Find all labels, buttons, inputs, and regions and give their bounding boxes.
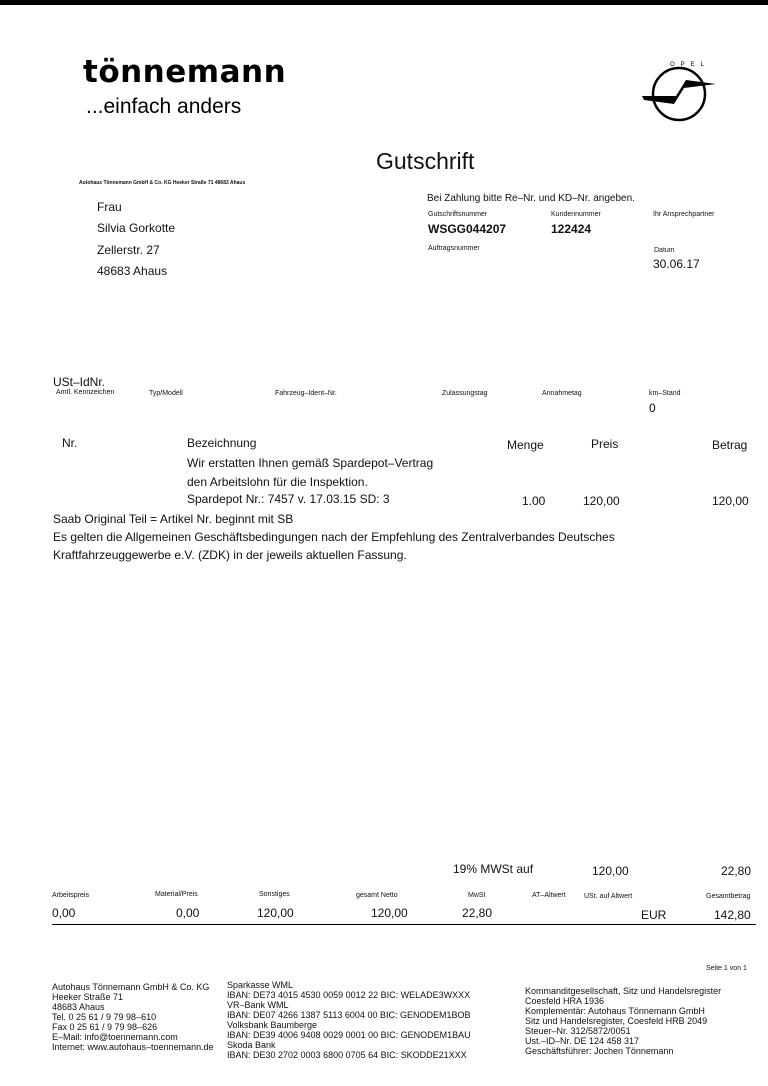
footer-line: Ust.–ID–Nr. DE 124 458 317 <box>525 1036 640 1046</box>
net-total-value: 120,00 <box>371 906 408 920</box>
date-value: 30.06.17 <box>653 257 700 271</box>
footer-line: Komplementär: Autohaus Tönnemann GmbH <box>525 1006 705 1016</box>
col-desc-header: Bezeichnung <box>187 436 257 450</box>
model-label: Typ/Modell <box>149 390 183 397</box>
footer-line: Autohaus Tönnemann GmbH & Co. KG <box>52 982 210 992</box>
page-info: Seite 1 von 1 <box>706 965 747 972</box>
credit-number-label: Gutschriftsnummer <box>428 211 488 218</box>
order-number-label: Auftragsnummer <box>428 245 480 252</box>
document-title: Gutschrift <box>376 148 475 174</box>
ust-label: USt. auf Altwert <box>584 893 633 900</box>
logo-text: OPEL <box>670 62 711 68</box>
other-label: Sonstiges <box>259 891 290 898</box>
item-line-1: Wir erstatten Ihnen gemäß Spardepot–Vertrag <box>187 456 434 470</box>
footer-line: Volksbank Baumberge <box>227 1020 318 1030</box>
terms-line-2: Kraftfahrzeuggewerbe e.V. (ZDK) in der jeweils aktuellen Fassung. <box>53 548 407 562</box>
col-amount-header: Betrag <box>712 438 748 452</box>
recipient-street: Zellerstr. 27 <box>97 243 160 257</box>
col-price-header: Preis <box>591 437 619 451</box>
footer-line: Steuer–Nr. 312/5872/0051 <box>525 1026 631 1036</box>
footer-line: Kommanditgesellschaft, Sitz und Handelsregister <box>525 986 722 996</box>
recipient-name: Silvia Gorkotte <box>97 221 176 235</box>
material-price-value: 0,00 <box>176 906 200 920</box>
date-label: Datum <box>654 247 675 254</box>
other-value: 120,00 <box>257 906 294 920</box>
footer-line: Geschäftsführer: Jochen Tönnemann <box>525 1046 674 1056</box>
opel-logo-icon <box>636 52 722 128</box>
footer-legal <box>525 986 721 1056</box>
footer-company <box>52 982 214 1052</box>
recipient-city: 48683 Ahaus <box>97 264 168 278</box>
item-line-2: den Arbeitslohn für die Inspektion. <box>187 475 368 489</box>
col-qty-header: Menge <box>507 438 544 452</box>
footer-line: Internet: www.autohaus–toennemann.de <box>52 1042 214 1052</box>
contact-label: Ihr Ansprechpartner <box>653 211 715 218</box>
footer-line: Tel. 0 25 61 / 9 79 98–610 <box>52 1012 157 1022</box>
credit-number: WSGG044207 <box>428 222 507 236</box>
grand-total-value: 142,80 <box>714 908 751 922</box>
footer-line: IBAN: DE07 4266 1387 5113 6004 00 BIC: GENODEM1BOB <box>227 1010 471 1020</box>
currency: EUR <box>641 908 667 922</box>
vat-value: 22,80 <box>462 906 493 920</box>
footer-line: IBAN: DE39 4006 9408 0029 0001 00 BIC: GENODEM1BAU <box>227 1030 471 1040</box>
footer-line: IBAN: DE30 2702 0003 6800 0705 64 BIC: SKODDE21XXX <box>227 1050 467 1060</box>
totals-rule <box>52 924 756 925</box>
payment-note: Bei Zahlung bitte Re–Nr. und KD–Nr. angeben. <box>427 193 635 204</box>
vin-label: Fahrzeug–Ident–Nr. <box>275 390 337 397</box>
footer-line: Heeker Straße 71 <box>52 992 124 1002</box>
net-total-label: gesamt Netto <box>356 892 398 899</box>
acceptance-label: Annahmetag <box>542 390 582 397</box>
customer-number: 122424 <box>551 222 592 236</box>
item-price: 120,00 <box>583 494 620 508</box>
footer-line: IBAN: DE73 4015 4530 0059 0012 22 BIC: WELADE3WXXX <box>227 990 471 1000</box>
item-line-3: Spardepot Nr.: 7457 v. 17.03.15 SD: 3 <box>187 492 390 506</box>
customer-number-label: Kundennummer <box>551 211 601 218</box>
plate-label: Amtl. Kennzeichen <box>56 389 115 396</box>
footer-line: Coesfeld HRA 1936 <box>525 996 605 1006</box>
footer-banks <box>227 980 471 1060</box>
recipient-salutation: Frau <box>97 200 122 214</box>
work-price-value: 0,00 <box>52 906 76 920</box>
top-edge-bar <box>0 0 768 5</box>
work-price-label: Arbeitspreis <box>52 892 89 899</box>
vat-id-label: USt–IdNr. <box>53 375 106 389</box>
at-value-label: AT–Altwert <box>532 892 566 899</box>
saab-note: Saab Original Teil = Artikel Nr. beginnt mit SB <box>53 512 294 526</box>
registration-label: Zulassungstag <box>442 390 488 397</box>
item-qty: 1.00 <box>522 494 546 508</box>
footer-line: 48683 Ahaus <box>52 1002 105 1012</box>
footer-line: Fax 0 25 61 / 9 79 98–626 <box>52 1022 158 1032</box>
footer-line: Sparkasse WML <box>227 980 294 990</box>
brand-tagline: ...einfach anders <box>86 95 242 118</box>
footer-line: E–Mail: info@toennemann.com <box>52 1032 178 1042</box>
item-amount: 120,00 <box>712 494 749 508</box>
brand-name: tönnemann <box>83 54 287 90</box>
footer-line: Skoda Bank <box>227 1040 276 1050</box>
footer-line: Sitz und Handelsregister, Coesfeld HRB 2049 <box>525 1016 708 1026</box>
tax-base: 120,00 <box>592 864 629 878</box>
grand-total-label: Gesamtbetrag <box>706 893 751 900</box>
terms-line-1: Es gelten die Allgemeinen Geschäftsbedingungen nach der Empfehlung des Zentralverbandes Deutsches <box>53 530 615 544</box>
col-nr-header: Nr. <box>62 436 78 450</box>
km-label: km–Stand <box>649 390 681 397</box>
material-price-label: Material/Preis <box>155 891 198 898</box>
sender-line: Autohaus Tönnemann GmbH & Co. KG Heeker Straße 71 48683 Ahaus <box>79 180 246 186</box>
km-value: 0 <box>649 401 656 415</box>
vat-label: MwSt <box>468 892 486 899</box>
tax-label: 19% MWSt auf <box>453 862 534 876</box>
footer-line: VR–Bank WML <box>227 1000 289 1010</box>
tax-amount: 22,80 <box>721 864 752 878</box>
